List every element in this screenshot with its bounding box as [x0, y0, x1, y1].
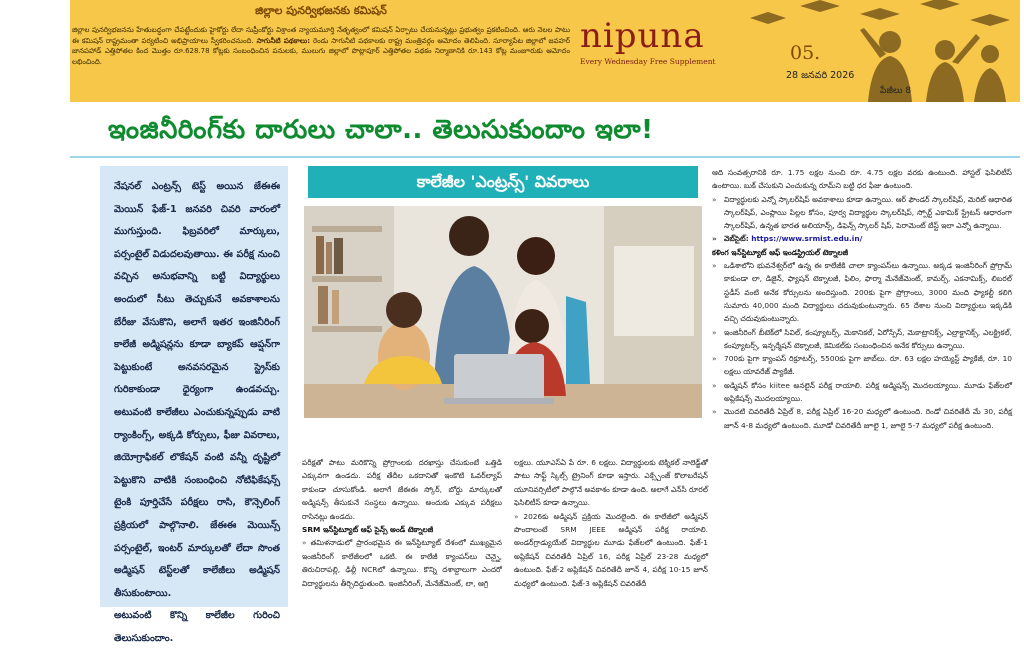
- publication-date: 28 జనవరి 2026: [786, 70, 855, 81]
- brand-tagline: Every Wednesday Free Supplement: [580, 57, 716, 66]
- center-bullet: » తమిళనాడులో ప్రారంభమైన ఈ ఇన్‌స్టిట్యూట్ దేశంలో ముఖ్యమైన ఇంజినీరింగ్ కాలేజీలలో ఒకటి. ఈ కాలేజీ క్యాంపస్‌లు చెన్నై, తిరుచిరాపల్లి, ఢిల్లీ NCRలో ఉన్నాయి. కొన్ని దశాబ్దాలుగా ఎందరో విద్యార్థులను తీర్చిదిద్దుతుంది. ఇంజినీరింగ్, మేనేజ్‌మెంట్, లా, ఆగ్రి: [302, 536, 502, 590]
- center-paragraph: పరీక్షతో పాటు మరికొన్ని ప్రోగ్రాంలకు దరఖాస్తు చేసుకుంటే ఒత్తిడి ఎక్కువగా ఉండదు. పరీక్ష తేదీల ఒకదానితో ఇంకొటి ఓవర్‌ల్యాప్ కాకుండా చూసుకోండి. అలాగే జేఈఈ స్కోర్, బోర్డు మార్కులతో అడ్మిషన్స్ తీసుకునే సంస్థలు ఉన్నాయి. అందుకు ఎక్కువ పరీక్షలు రాసినట్లు ఉండదు.: [302, 458, 502, 521]
- notice-body: జిల్లాల పునర్విభజనను హేతుబద్ధంగా చేపట్టేందుకు హైకోర్టు లేదా సుప్రీంకోర్టు విశ్రాంత న్యాయమూర్తి నేతృత్వంలో కమిషన్ ఏర్పాటు చేయనున్నట్లు ప్రభుత్వం ప్రకటించింది. ఆరు నెలల పాటు ఈ కమిషన్ రాష్ట్రమంతా పర్యటించి అభిప్రాయాలు స్వీకరించనుంది. సాగునీటి పథకాలు: రెండు సాగునీటి పథకాలకు రాష్ట్ర మంత్రివర్గం ఆమోదం తెలిపింది. సూర్యాపేట జిల్లాలో జవహర్ జానపహాడ్ ఎత్తిపోతల కింద మొత్తం రూ.628.78 కోట్లకు సంబంధించిన పనులకు, ములుగు జిల్లాలో పొట్లాపూర్ ఎత్తిపోతల పథకం నిర్మాణానికి రూ.143 కోట్ల మంజూరుకు ఆమోదం లభించింది.: [72, 26, 570, 66]
- brand-name: nipuna: [580, 16, 705, 56]
- notice-title: జిల్లాల పునర్విభజనకు కమిషన్: [255, 4, 387, 17]
- center-bullet: » 2026కు అడ్మిషన్ ప్రక్రియ మొదలైంది. ఈ కాలేజీలో అడ్మిషన్ పొందాలంటే SRM JEEE అడ్మిషన్ పరీక్ష రాయాలి. అండర్‌గ్రాడ్యుయేట్ విద్యార్థుల మూడు ఫేజ్‌లలో ఉంటుంది. ఫేజ్-1 అప్లికేషన్ చివరితేదీ ఏప్రిల్ 16, పరీక్ష ఏప్రిల్ 23-28 మధ్యలో ఉంటుంది. ఫేజ్-2 అప్లికేషన్ చివరితేదీ జూన్ 4, పరీక్ష 10-15 జూన్ మధ్యలో ఉంటుంది. ఫేజ్-3 అప్లికేషన్ చివరితేదీ: [514, 510, 708, 590]
- center-paragraph: లక్షలు. యూఎస్‌ఏ పే రూ. 6 లక్షలు. విద్యార్థులకు టెక్నికల్ నాలెడ్జ్‌తో పాటు సాఫ్ట్ స్కిల్స్ ట్రైనింగ్ కూడా ఇస్తారు. ఎక్స్చేంజ్ కొలాబరేషన్ యూనివర్సిటీలో పాల్గొనే అవకాశం కూడా ఉంది. అలాగే ఎన్‌సీ రూరల్ ఫెసిలిటీస్ కూడా ఉన్నాయి.: [514, 458, 708, 508]
- right-bullet: » అడ్మిషన్ కోసం kiitee అనలైన్ పరీక్ష రాయాలి. పరీక్ష అడ్మిషన్స్ మొదలయ్యాయి. మూడు ఫేజ్‌లలో అప్లికేషన్స్ మొదలయ్యాయి.: [712, 379, 1012, 406]
- website-label: వెబ్‌సైట్:: [724, 234, 749, 244]
- right-column: [712, 166, 1012, 607]
- sidebar-paragraph: అటువంటి కొన్ని కాలేజీల గురించి తెలుసుకుందాం.: [114, 610, 280, 644]
- students-with-laptop-photo: [304, 206, 702, 418]
- sidebar-paragraph: నేషనల్ ఎంట్రన్స్ టెస్ట్ అయిన జేఈఈ మెయిన్ ఫేజ్-1 జనవరి చివరి వారంలో ముగుస్తుంది. ఫిబ్రవరిలో మార్కులు, పర్సంటైల్ విడుదలవుతాయి. ఈ పరీక్ష నుంచి వచ్చిన అనుభవాన్ని బట్టి విద్యార్థులు అందులో సీటు తెచ్చుకునే అవకాశాలను బేరీజు వేసుకొని, అలాగే ఇతర ఇంజినీరింగ్ కాలేజీ అడ్మిషన్లను కూడా బ్యాకప్ ఆప్షన్‌గా పెట్టుకుంటే అనవసరమైన స్ట్రెస్‌కు గురికాకుండా ధైర్యంగా ఉండవచ్చు. అటువంటి కాలేజీలు ఎంచుకున్నప్పుడు వాటి ర్యాంకింగ్స్, అక్కడి కోర్సులు, ఫీజు వివరాలు, జియోగ్రాఫికల్ లొకేషన్ వంటి వన్నీ దృష్టిలో పెట్టుకొని వాటికి సంబంధించి నోటిఫికేషన్స్ టైంకి పూర్తిచేసే పరీక్షలు రాసి, కౌన్సెలింగ్ ప్రక్రియలో పాల్గొనాలి. జేఈఈ మెయిన్స్ పర్సంటైల్, ఇంటర్ మార్కులతో లేదా సొంత అడ్మిషన్ టెస్ట్‌లతో కాలేజీలు అడ్మిషన్ తీసుకుంటాయి.: [114, 181, 280, 599]
- section-subheading: కళింగ ఇన్‌స్టిట్యూట్ ఆఫ్ ఇండస్ట్రియల్ టెక్నాలజీ: [712, 247, 849, 257]
- notice-box: [72, 4, 570, 98]
- intro-sidebar: [100, 166, 288, 644]
- main-headline: ఇంజినీరింగ్‌కు దారులు చాలా.. తెలుసుకుందాం ఇలా!: [108, 115, 654, 145]
- page-count: పేజీలు 8: [880, 86, 912, 96]
- right-paragraph: ఆది సంవత్సరానికి రూ. 1.75 లక్షల నుంచి రూ. 4.75 లక్షల వరకు ఉంటుంది. హాస్టల్ ఫెసిలిటీస్ ఉంటాయి. బుక్ చేసుకుని ఎంచుకున్న రూమ్‌ని బట్టి ధర ఫీజు ఉంటుంది.: [712, 168, 1012, 191]
- section-banner: కాలేజీల 'ఎంట్రన్స్' వివరాలు: [308, 166, 698, 198]
- right-bullet: » ఇంజినీరింగ్ బీటెక్‌లో సివిల్, కంప్యూటర్స్, మెకానికల్, ఏరోస్పేస్, మెకాట్రానిక్స్, ఎల్రాక్టానిక్స్, ఎలక్ట్రికల్, కంప్యూటర్స్, ఇన్ఫర్మేషన్ టెక్నాలజీ, కెమికల్‌కు సంబంధించిన అనేక కోర్సులు ఉన్నాయి.: [712, 326, 1012, 353]
- right-bullet: » మొదటి చివరితేదీ ఏప్రిల్ 8, పరీక్ష ఏప్రిల్ 16-20 మధ్యలో ఉంటుంది. రెండో చివరితేదీ మే 30, పరీక్ష జూన్ 4-8 మధ్యలో ఉంటుంది. మూడో చివరితేదీ జూలై 1, జూలై 5-7 మధ్యలో పరీక్ష ఉంటుంది.: [712, 405, 1012, 432]
- page-number: 05.: [790, 42, 821, 64]
- notice-label: సాగునీటి పథకాలు:: [256, 36, 311, 45]
- right-bullet: » విద్యార్థులకు ఎన్నో స్కాలర్‌షిప్ అవకాశాలు కూడా ఉన్నాయి. ఆర్ ఫౌండర్ స్కాలర్‌షిప్, మెరిట్ ఆధారిత స్కాలర్‌షిప్, ఎంప్లాయి పిల్లల కోసం, పూర్వ విద్యార్థుల స్కాలర్‌షిప్, స్పోర్ట్ ఎకామిక్ స్ట్రేటస్ ఆధారంగా స్కాలర్‌షిప్, ఉన్నత భారత అలియాన్స్, డిఫెన్స్ స్కాలర్ షిప్, పెరామెంట్ బేస్ట్ ఇలా ఎన్నో ఉన్నాయి.: [712, 193, 1012, 233]
- website-line: [712, 232, 1012, 245]
- center-column: [300, 166, 708, 607]
- right-bullet: » 700కు పైగా క్యాంపస్ రిక్రూటర్స్, 5500కు పైగా జాబ్‌లు. రూ. 63 లక్షల హయ్యెస్ట్ ప్యాకేజీ, రూ. 10 లక్షలు యావరేజ్ ప్యాకేజీ.: [712, 352, 1012, 379]
- right-bullet: » ఒడిశాలోని భువనేశ్వర్‌లో ఉన్న ఈ కాలేజీకి చాలా క్యాంపస్‌లు ఉన్నాయి. అక్కడ ఇంజినీరింగ్ ప్రోగ్రామ్ కాకుండా లా, డిజైన్, ఫ్యాషన్ టెక్నాలజీ, ఫిలిం, ఫార్మా మేనేజ్‌మెంట్, కామర్స్, ఎకనామిక్స్, లిబరల్ స్టడీస్ వంటి అనేక కోర్సులను అందిస్తుంది. 200కు పైగా ప్రోగ్రాంలు, 3000 మంది ఫ్యాకల్టీ కలిగి సుమారు 40,000 మంది విద్యార్థులు చదువుకుంటున్నారు. 65 దేశాల నుంచి విద్యార్థులు ఇక్కడికి వచ్చి చదువుకుంటున్నారు.: [712, 259, 1012, 325]
- section-subheading: SRM ఇన్‌స్టిట్యూట్ ఆఫ్ సైన్స్ అండ్ టెక్నాలజీ: [302, 525, 434, 535]
- center-text-column-2: [514, 456, 708, 590]
- brand-block: [580, 16, 740, 96]
- headline-divider: [70, 156, 1020, 158]
- website-link[interactable]: https://www.srmist.edu.in/: [751, 234, 863, 244]
- center-text-column-1: [302, 456, 502, 590]
